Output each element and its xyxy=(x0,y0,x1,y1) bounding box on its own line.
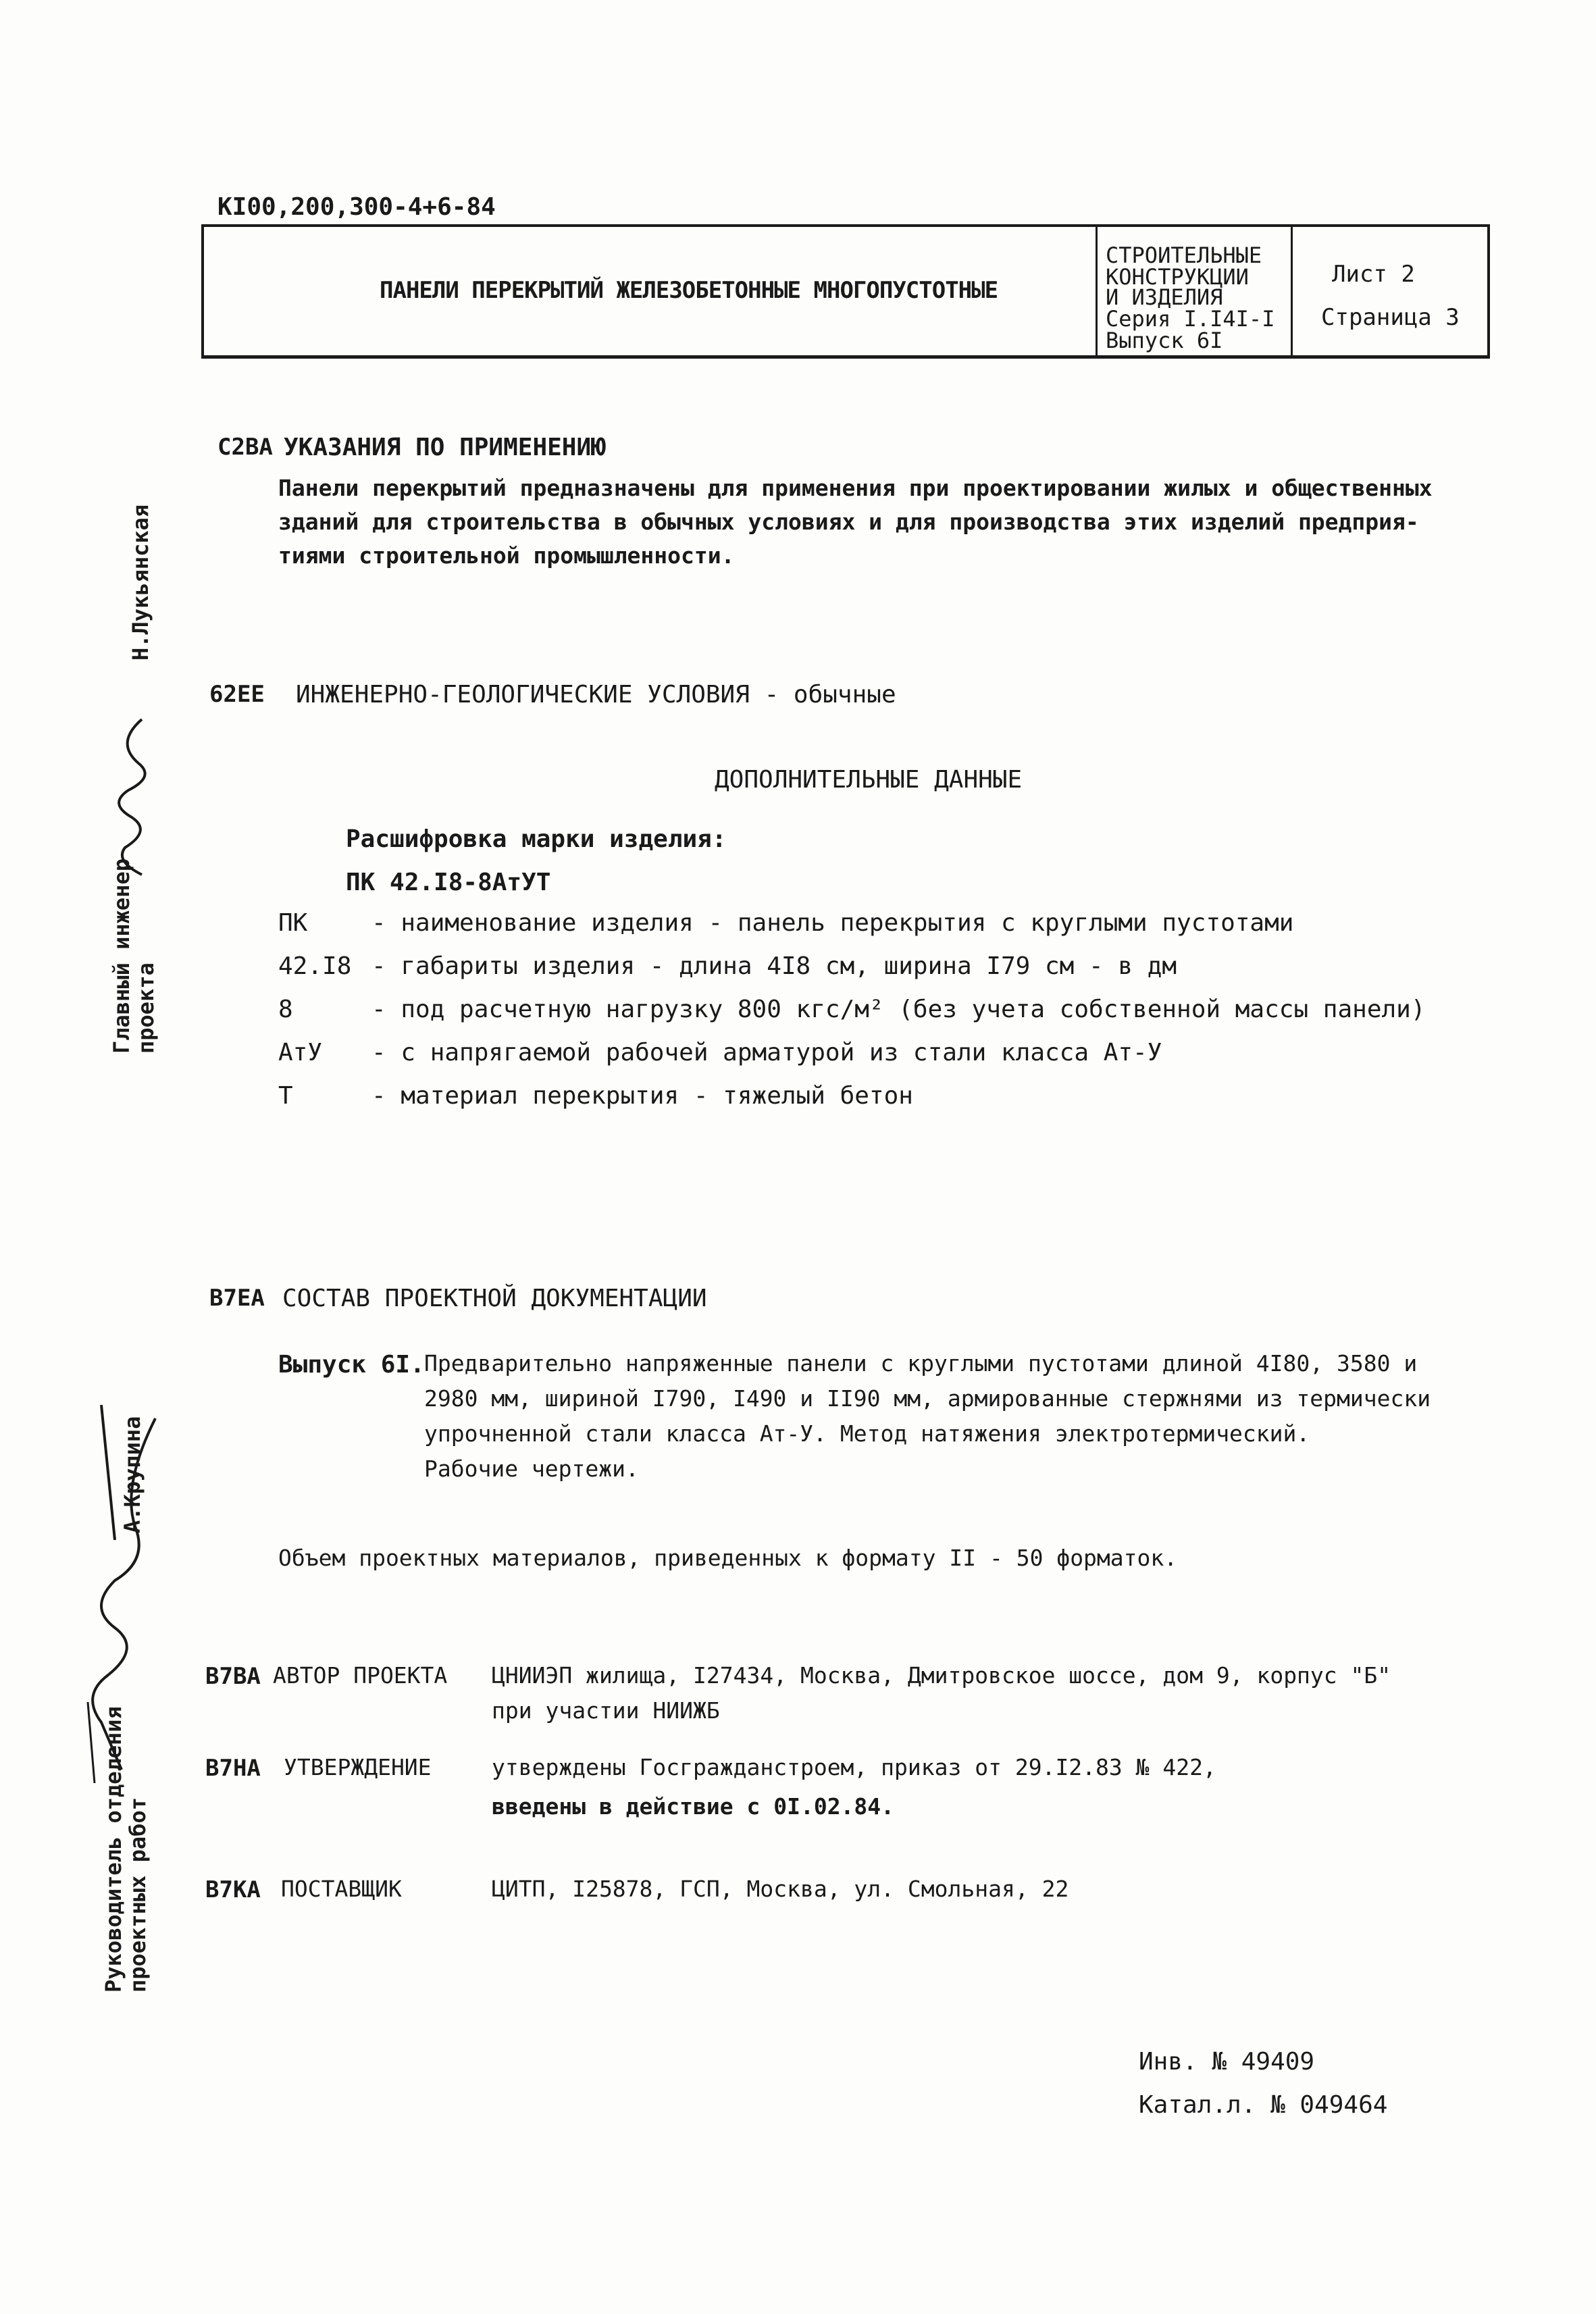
composition-line: 2980 мм, шириной I790, I490 и II90 мм, армированные стержнями из термически xyxy=(424,1385,1431,1412)
mark-intro: Расшифровка марки изделия: xyxy=(346,825,727,853)
sheet-cell xyxy=(1298,227,1481,355)
author-line: при участии НИИЖБ xyxy=(492,1697,720,1724)
mark-definition: - с напрягаемой рабочей арматурой из стали класса Ат-У xyxy=(371,1039,1162,1066)
category-line: СТРОИТЕЛЬНЫЕ xyxy=(1106,242,1262,268)
mark-definition: - под расчетную нагрузку 800 кгс/м² (без учета собственной массы панели) xyxy=(371,996,1426,1023)
section-heading-composition: СОСТАВ ПРОЕКТНОЙ ДОКУМЕНТАЦИИ xyxy=(282,1285,707,1312)
composition-line: упрочненной стали класса Ат-У. Метод натяжения электротермический. xyxy=(424,1420,1310,1447)
paragraph-line: Панели перекрытий предназначены для применения при проектировании жилых и общественных xyxy=(278,475,1433,501)
author-label: АВТОР ПРОЕКТА xyxy=(273,1662,448,1689)
catalog-number: Катал.л. № 049464 xyxy=(1139,2091,1388,2119)
sheet-number: Лист 2 xyxy=(1332,261,1415,288)
mark-term: 42.I8 xyxy=(278,952,352,980)
department-head-name: А.Крупина xyxy=(120,1416,145,1533)
signature-icon xyxy=(74,1405,162,1783)
category-line: КОНСТРУКЦИИ xyxy=(1106,264,1249,290)
mark-term: АтУ xyxy=(278,1039,323,1066)
section-heading-application: УКАЗАНИЯ ПО ПРИМЕНЕНИЮ xyxy=(284,434,606,461)
section-code: B7HA xyxy=(205,1755,261,1782)
product-mark: ПК 42.I8-8АтУТ xyxy=(346,869,551,896)
volume-note: Объем проектных материалов, приведенных к формату II - 50 форматок. xyxy=(278,1545,1178,1571)
inventory-number: Инв. № 49409 xyxy=(1139,2048,1315,2076)
series-label: Серия I.I4I-I xyxy=(1106,306,1275,332)
document-title: ПАНЕЛИ ПЕРЕКРЫТИЙ ЖЕЛЕЗОБЕТОННЫЕ МНОГОПУСТОТНЫЕ xyxy=(380,277,998,304)
category-cell xyxy=(1096,227,1293,355)
mark-term: Т xyxy=(278,1082,293,1110)
section-code: B7EA xyxy=(209,1285,265,1312)
issue-label: Выпуск 6I. xyxy=(278,1351,425,1379)
author-line: ЦНИИЭП жилища, I27434, Москва, Дмитровское шоссе, дом 9, корпус "Б" xyxy=(492,1662,1391,1689)
mark-definition: - габариты изделия - длина 4I8 см, ширина I79 см - в дм xyxy=(371,952,1177,980)
composition-line: Предварительно напряженные панели с круглыми пустотами длиной 4I80, 3580 и xyxy=(424,1350,1418,1377)
title-block xyxy=(201,224,1490,359)
section-code: 62EE xyxy=(209,681,265,708)
chief-engineer-role: Главный инженер xyxy=(109,858,134,1054)
geology-conditions: ИНЖЕНЕРНО-ГЕОЛОГИЧЕСКИЕ УСЛОВИЯ - обычные xyxy=(296,681,896,709)
chief-engineer-name: Н.Лукьянская xyxy=(128,504,153,661)
approval-line: утверждены Госгражданстроем, приказ от 29.I2.83 № 422, xyxy=(492,1754,1216,1780)
signature-icon xyxy=(101,716,162,878)
section-code: B7BA xyxy=(205,1663,261,1690)
department-head-role: проектных работ xyxy=(125,1797,151,1992)
issue-label: Выпуск 6I xyxy=(1106,328,1223,353)
section-code: B7KA xyxy=(205,1876,261,1903)
category-line: И ИЗДЕЛИЯ xyxy=(1106,284,1223,310)
mark-term: 8 xyxy=(278,996,293,1023)
supplier-address: ЦИТП, I25878, ГСП, Москва, ул. Смольная, 22 xyxy=(492,1876,1069,1902)
composition-line: Рабочие чертежи. xyxy=(424,1456,639,1482)
page-number: Страница 3 xyxy=(1321,304,1460,331)
chief-engineer-role: проекта xyxy=(133,962,159,1054)
approval-label: УТВЕРЖДЕНИЕ xyxy=(284,1754,432,1780)
mark-term: ПК xyxy=(278,909,308,937)
supplier-label: ПОСТАВЩИК xyxy=(281,1876,402,1902)
mark-definition: - материал перекрытия - тяжелый бетон xyxy=(371,1082,913,1110)
paragraph-line: зданий для строительства в обычных условиях и для производства этих изделий предприя- xyxy=(278,509,1419,535)
additional-data-heading: ДОПОЛНИТЕЛЬНЫЕ ДАННЫЕ xyxy=(715,766,1023,794)
department-head-role: Руководитель отделения xyxy=(101,1706,126,1992)
section-code: C2BA xyxy=(217,434,273,461)
approval-line: введены в действие с 0I.02.84. xyxy=(492,1793,895,1820)
mark-definition: - наименование изделия - панель перекрытия с круглыми пустотами xyxy=(371,909,1294,937)
document-code: КI00,200,300-4+6-84 xyxy=(217,193,496,221)
paragraph-line: тиями строительной промышленности. xyxy=(278,542,735,569)
